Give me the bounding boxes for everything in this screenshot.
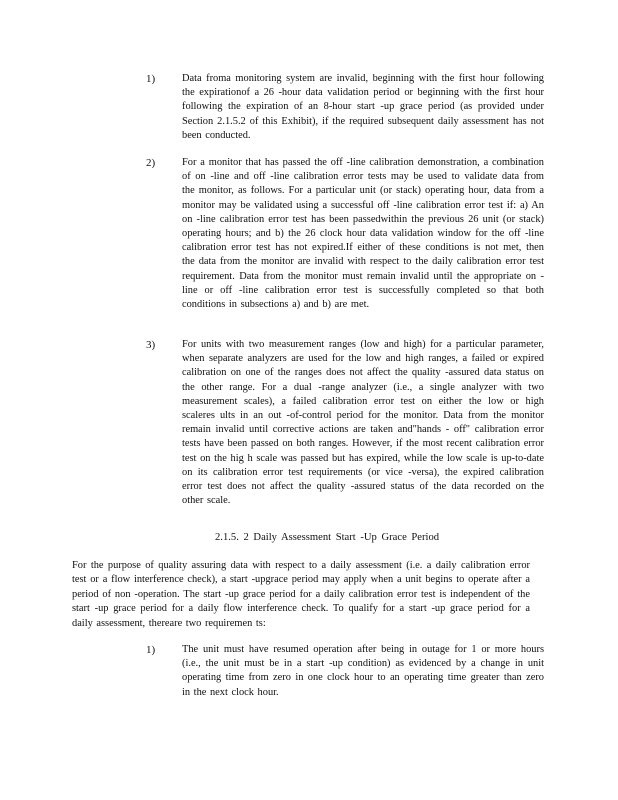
list-item-text: The unit must have resumed operation after being in outage for 1 or more hours (i.e., the unit must be in a start -up condition) as evidenced by a change in unit operating time from zero in one clock hour to an operating time greater than zero in the next clock hour.	[182, 644, 544, 698]
list-item-number: 1)	[146, 644, 156, 656]
list-item-text: For units with two measurement ranges (low and high) for a particular parameter, when separate analyzers are used for the low and high ranges, a failed or expired calibration on one of the ranges does not affect the quality -assured data status on the other range. For a dual -range analyzer (i.e., a single analyzer with two measurement scales), a failed calibration error test on either the low or high scaleres ults in an out -of-control period for the monitor. Data from the monitor remain invalid until corrective actions are taken and"hands - off" calibration error tests have been passed on both ranges. However, if the most recent calibration error test on the hig h scale was passed but has expired, while the low scale is up-to-date on its calibration error test requirements (or vice -versa), the expired calibration error test does not affect the quality -assured status of the data recorded on the other scale.	[182, 339, 544, 507]
list-item-number: 1)	[146, 73, 156, 85]
section-heading: 2.1.5. 2 Daily Assessment Start -Up Grace Period	[215, 532, 440, 543]
list-item-text: For a monitor that has passed the off -line calibration demonstration, a combination of on -line and off -line calibration error tests may be used to validate data from the monitor, as follows. For a particular unit (or stack) operating hour, data from a monitor may be validated using a successful off -line calibration error test if: a) An on -line calibration error test has been passedwithin the previous 26 unit (or stack) operating hours; and b) the 26 clock hour data validation window for the off -line calibration error test has not expired.If either of these conditions is not met, then the data from the monitor are invalid with respect to the daily calibration error test requirement. Data from the monitor must remain invalid until the appropriate on -line or off -line calibration error test is successfully completed so that both conditions in subsections a) and b) are met.	[182, 157, 544, 311]
list-item-text: Data froma monitoring system are invalid, beginning with the first hour following the expirationof a 26 -hour data validation period or beginning with the first hour following the expiration of an 8-hour start -up grace period (as provided under Section 2.1.5.2 of this Exhibit), if the required subsequent daily assessment has not been conducted.	[182, 73, 544, 141]
list-item-number: 2)	[146, 157, 156, 169]
section-paragraph: For the purpose of quality assuring data with respect to a daily assessment (i.e. a daily calibration error test or a flow interference check), a start -upgrace period may apply when a unit begins to operate after a period of non -operation. The start -up grace period for a daily calibration error test is independent of the start -up grace period for a daily flow interference check. To qualify for a start -up grace period for a daily assessment, thereare two requiremen ts:	[72, 560, 530, 629]
list-item-number: 3)	[146, 339, 156, 351]
